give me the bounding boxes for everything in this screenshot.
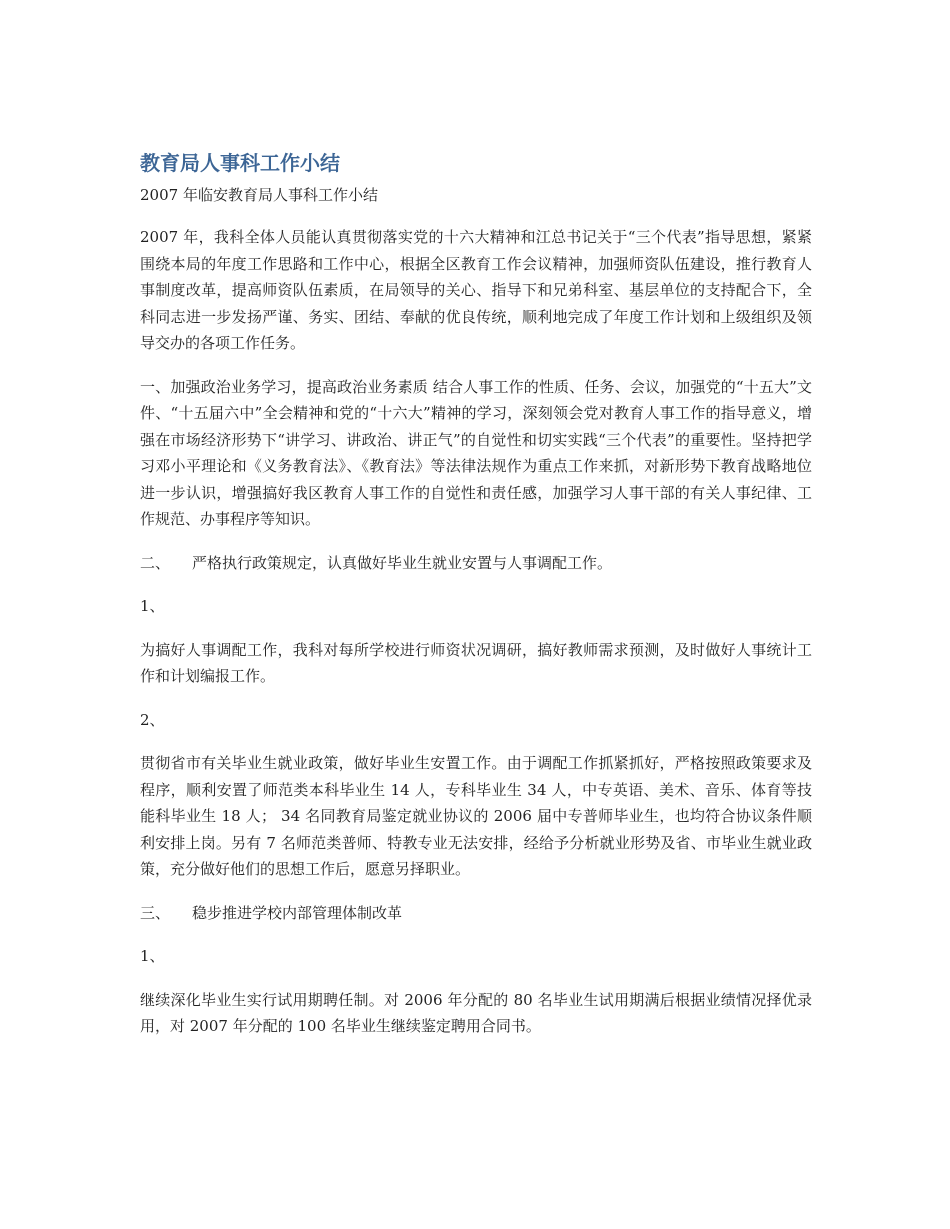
section-3-item-1-label: 1、 bbox=[140, 947, 165, 965]
section-1-paragraph bbox=[140, 374, 812, 533]
section-3-number: 三、 bbox=[140, 903, 171, 922]
document-page bbox=[140, 148, 812, 1057]
intro-paragraph: 2007 年，我科全体人员能认真贯彻落实党的十六大精神和江总书记关于“三个代表”指导思想，紧紧围绕本局的年度工作思路和工作中心，根据全区教育工作会议精神，加强师资队伍建设，推行教育人事制度改革，提高师资队伍素质，在局领导的关心、指导下和兄弟科室、基层单位的支持配合下，全科同志进一步发扬严谨、务实、团结、奉献的优良传统，顺利地完成了年度工作计划和上级组织及领导交办的各项工作任务。 bbox=[140, 228, 812, 352]
section-1-text: 加强政治业务学习，提高政治业务素质 结合人事工作的性质、任务、会议，加强党的“十五大”文件、“十五届六中”全会精神和党的“十六大”精神的学习，深刻领会党对教育人事工作的指导意义，增强在市场经济形势下“讲学习、讲政治、讲正气”的自觉性和切实实践“三个代表”的重要性。坚持把学习邓小平理论和《义务教育法》、《教育法》等法律法规作为重点工作来抓，对新形势下教育战略地位进一步认识，增强搞好我区教育人事工作的自觉性和责任感，加强学习人事干部的有关人事纪律、工作规范、办事程序等知识。 bbox=[140, 377, 812, 528]
section-2-heading-text: 严格执行政策规定，认真做好毕业生就业安置与人事调配工作。 bbox=[192, 553, 613, 572]
document-title: 教育局人事科工作小结 bbox=[140, 151, 340, 175]
section-2-item-1-text: 为搞好人事调配工作，我科对每所学校进行师资状况调研，搞好教师需求预测，及时做好人事统计工作和计划编报工作。 bbox=[140, 640, 812, 685]
section-3-heading bbox=[140, 900, 812, 927]
section-2-number: 二、 bbox=[140, 553, 171, 572]
section-2-heading bbox=[140, 550, 812, 577]
section-3-item-1-text: 继续深化毕业生实行试用期聘任制。对 2006 年分配的 80 名毕业生试用期满后根据业绩情况择优录用，对 2007 年分配的 100 名毕业生继续鉴定聘用合同书。 bbox=[140, 990, 812, 1035]
section-3-heading-text: 稳步推进学校内部管理体制改革 bbox=[192, 903, 403, 922]
section-2-item-2-label: 2、 bbox=[140, 710, 165, 729]
section-2-item-1-label: 1、 bbox=[140, 597, 165, 615]
section-2-item-2-text: 贯彻省市有关毕业生就业政策，做好毕业生安置工作。由于调配工作抓紧抓好，严格按照政策要求及程序，顺利安置了师范类本科毕业生 14 人，专科毕业生 34 人，中专英语、美术、音乐、体育等技能科毕业生 18 人； 34 名同教育局鉴定就业协议的 2006 届中专普师毕业生，也均符合协议条件顺利安排上岗。另有 7 名师范类普师、特教专业无法安排，经给予分析就业形势及省、市毕业生就业政策，充分做好他们的思想工作后，愿意另择职业。 bbox=[140, 754, 812, 878]
document-subtitle: 2007 年临安教育局人事科工作小结 bbox=[140, 186, 378, 204]
section-1-number: 一、 bbox=[140, 377, 171, 396]
